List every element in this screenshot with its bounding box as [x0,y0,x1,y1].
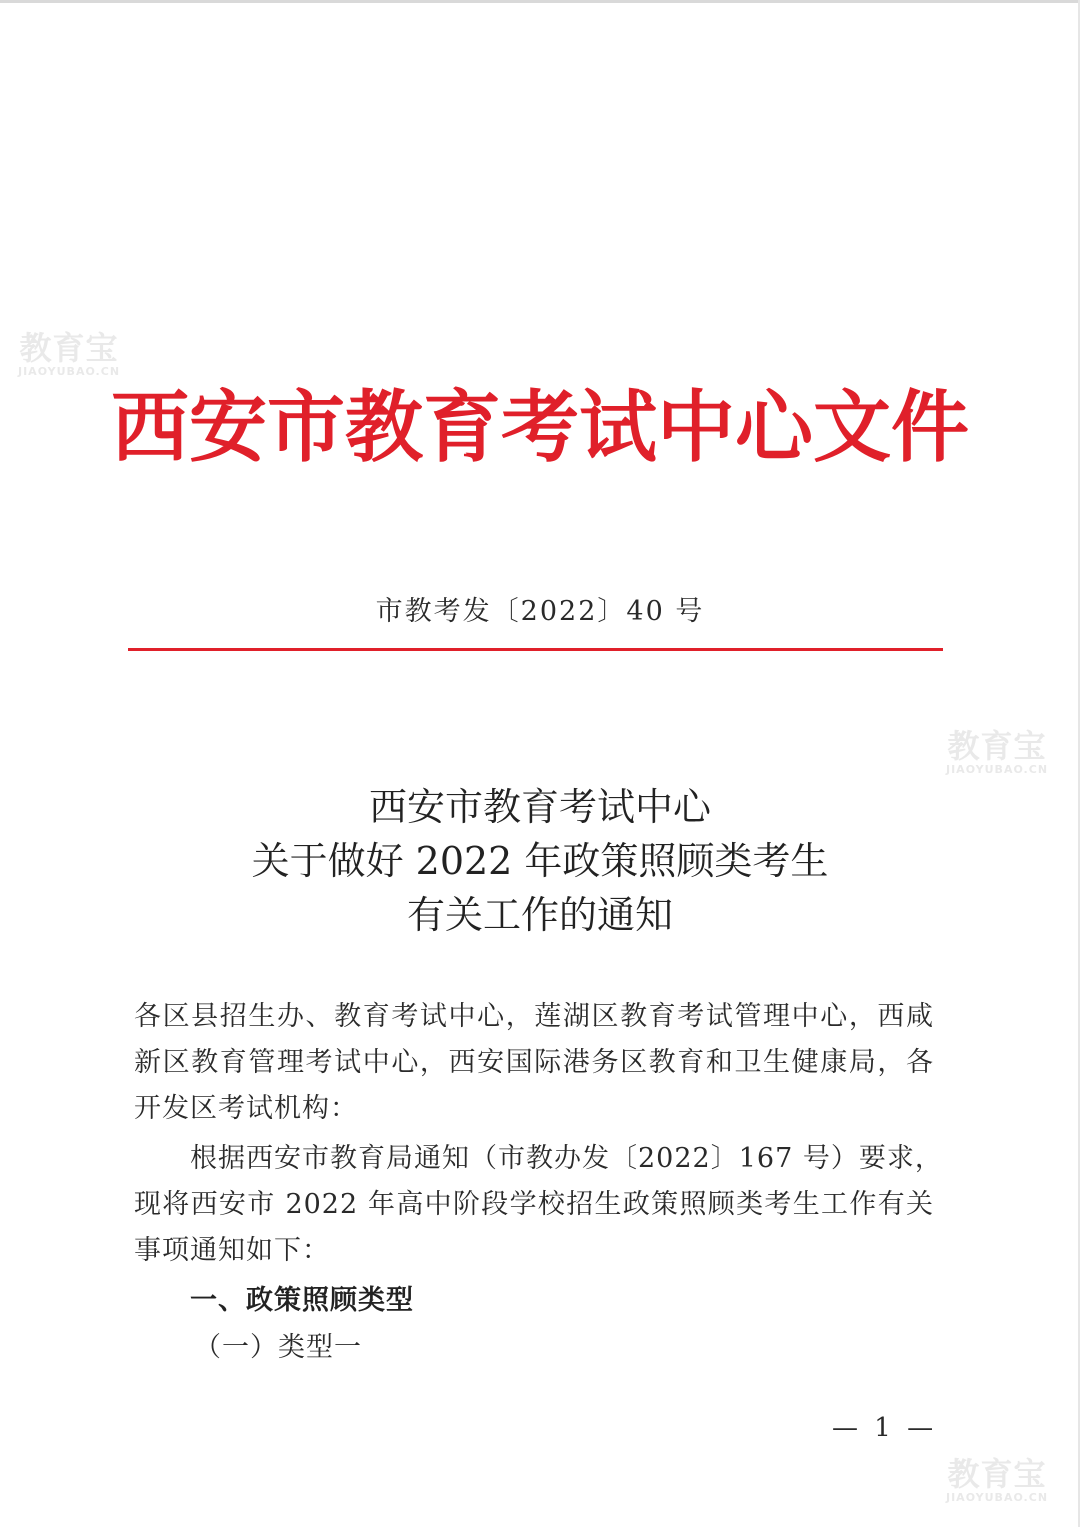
paragraph-line: 根据西安市教育局通知（市教办发〔2022〕167 号）要求， [190,1143,943,1174]
addressee-line: 新区教育管理考试中心，西安国际港务区教育和卫生健康局，各 [134,1047,934,1078]
watermark-url: JIAOYUBAO.CN [946,1491,1049,1504]
body-paragraph [134,1136,943,1274]
addressee-block [134,994,934,1132]
section-heading: 一、政策照顾类型 [190,1285,414,1316]
watermark-logo [18,330,120,378]
watermark-logo [946,1456,1048,1504]
page-top-edge [0,0,1080,3]
notice-title [0,780,1080,942]
page-number: — 1 — [832,1413,938,1443]
issuer-header-title: 西安市教育考试中心文件 [110,383,969,473]
watermark-url: JIAOYUBAO.CN [18,365,121,378]
document-number: 市教考发〔2022〕40 号 [375,596,705,627]
notice-title-line: 有关工作的通知 [406,893,673,937]
notice-title-line: 关于做好 2022 年政策照顾类考生 [251,839,829,883]
watermark-logo [946,728,1048,776]
sub-section-heading: （一）类型一 [194,1332,362,1363]
paragraph-line: 现将西安市 2022 年高中阶段学校招生政策照顾类考生工作有关 [134,1189,934,1220]
paragraph-line: 事项通知如下： [134,1235,330,1266]
addressee-line: 开发区考试机构： [134,1093,358,1124]
watermark-url: JIAOYUBAO.CN [946,763,1049,776]
notice-title-line: 西安市教育考试中心 [368,785,711,829]
watermark-text: 教育宝 [947,727,1047,765]
red-divider-rule [128,648,943,651]
watermark-text: 教育宝 [947,1455,1047,1493]
addressee-line: 各区县招生办、教育考试中心，莲湖区教育考试管理中心，西咸 [134,1001,934,1032]
watermark-text: 教育宝 [19,329,119,367]
